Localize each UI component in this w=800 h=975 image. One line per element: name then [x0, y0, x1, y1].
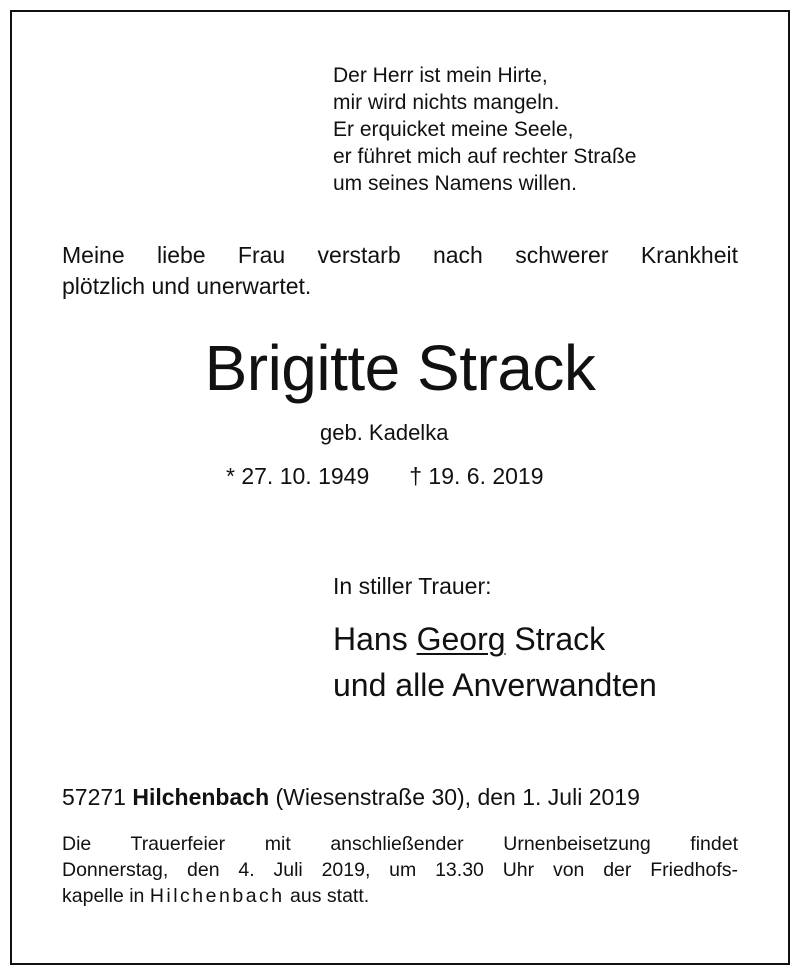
funeral-city: Hilchenbach — [149, 885, 285, 907]
mourner-first-name: Hans — [333, 621, 417, 657]
postcode: 57271 — [62, 784, 126, 810]
place-date-line — [62, 781, 640, 813]
intro-line: plötzlich und unerwartet. — [62, 273, 312, 299]
funeral-text: aus statt. — [284, 885, 370, 907]
mourner-name — [333, 616, 657, 662]
mourner-surname: Strack — [505, 621, 606, 657]
life-dates — [226, 460, 544, 492]
mourners — [333, 616, 657, 708]
funeral-line — [62, 883, 738, 909]
deceased-name: Brigitte Strack — [204, 332, 596, 404]
funeral-text: kapelle in — [62, 885, 150, 907]
maiden-name: geb. Kadelka — [320, 420, 449, 445]
psalm-line: er führet mich auf rechter Straße — [333, 145, 637, 168]
psalm-line: Der Herr ist mein Hirte, — [333, 64, 548, 87]
funeral-info — [62, 831, 738, 909]
psalm-verse — [333, 62, 636, 197]
city: Hilchenbach — [132, 784, 270, 810]
intro-line: Meine liebe Frau verstarb nach schwerer Krankheit — [62, 242, 738, 268]
psalm-line: Er erquicket meine Seele, — [333, 118, 574, 141]
mourner-call-name: Georg — [416, 621, 506, 657]
funeral-line: Die Trauerfeier mit anschließender Urnenbeisetzung findet — [62, 833, 738, 855]
intro-text — [62, 240, 738, 302]
psalm-line: um seines Namens willen. — [333, 172, 577, 195]
birth-date: * 27. 10. 1949 — [226, 463, 370, 489]
relatives: und alle Anverwandten — [333, 667, 657, 703]
address-date: (Wiesenstraße 30), den 1. Juli 2019 — [275, 784, 640, 810]
death-date: † 19. 6. 2019 — [409, 463, 544, 489]
psalm-line: mir wird nichts mangeln. — [333, 91, 560, 114]
funeral-line: Donnerstag, den 4. Juli 2019, um 13.30 Uhr von der Friedhofs- — [62, 859, 738, 881]
mourning-label: In stiller Trauer: — [333, 573, 492, 599]
